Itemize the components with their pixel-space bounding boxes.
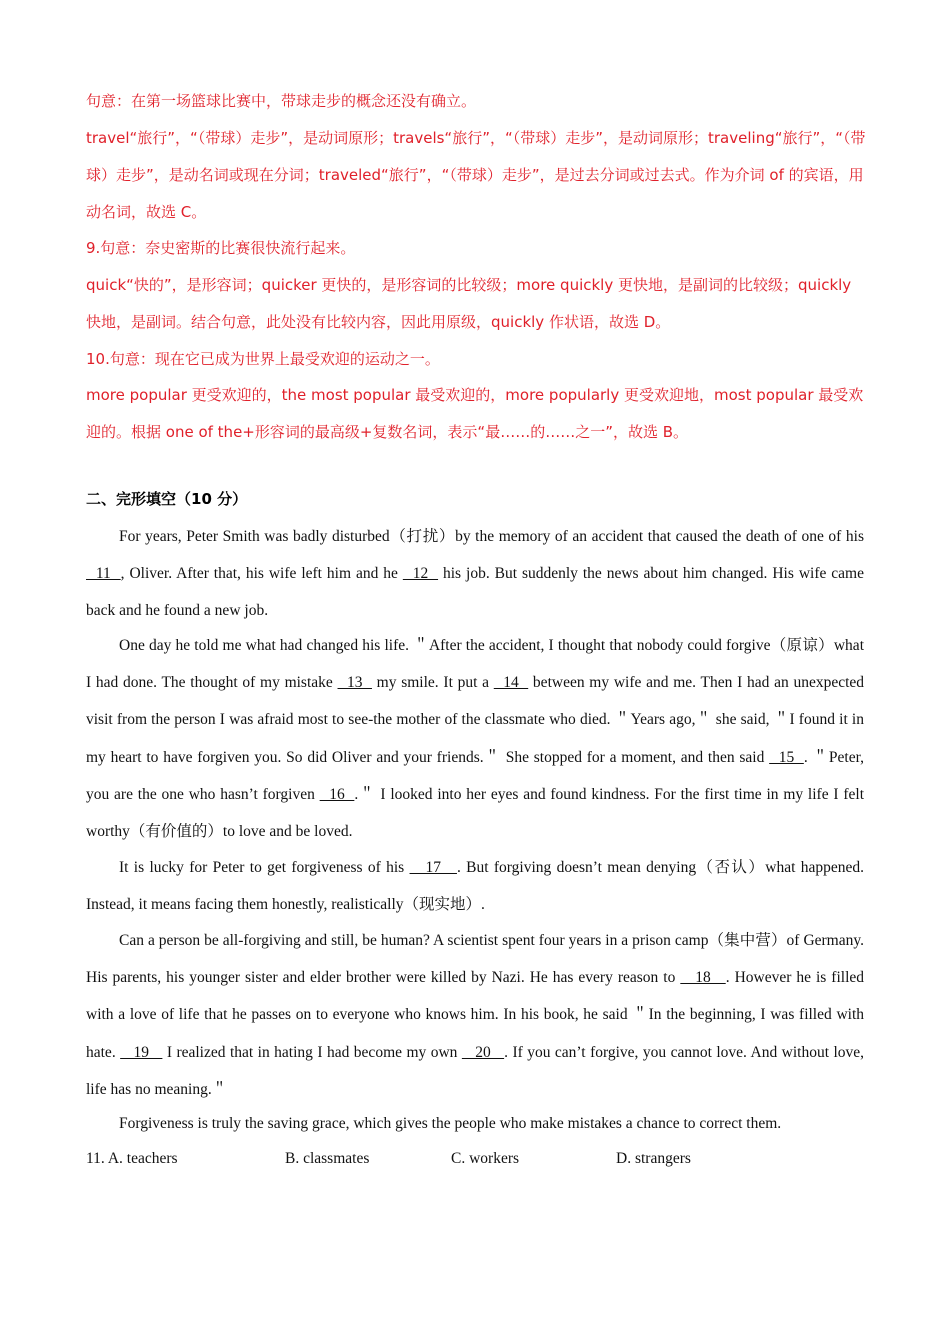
text: For years, Peter Smith was badly disturbed（打扰）by the memory of an accident that caused the death of one of his (119, 528, 864, 545)
blank-19: 19 (120, 1043, 163, 1061)
passage-paragraph-2 (86, 627, 864, 850)
text: . ＂Peter, you are the one who hasn’t forgiven (86, 748, 864, 803)
text: . However he is filled with a love of life that he passes on to everyone who knows him. In his book, he said ＂In the beginning, I was filled with hate. (86, 969, 865, 1061)
text: One day he told me what had changed his life. ＂After the accident, I thought that nobody could forgive（原谅）what I had done. The thought of my mistake (86, 637, 864, 692)
explanation-q10-meaning: 10.句意：现在它已成为世界上最受欢迎的运动之一。 (86, 350, 440, 368)
text: Can a person be all-forgiving and still, be human? A scientist spent four years in a prison camp（集中营）of Germany. His parents, his younger sister and elder brother were killed by Nazi. He has every reason to (86, 932, 864, 987)
blank-15: 15 (769, 748, 804, 766)
explanation-q9-meaning: 9.句意：奈史密斯的比赛很快流行起来。 (86, 239, 356, 257)
blank-16: 16 (319, 785, 355, 803)
passage-paragraph-1 (86, 518, 864, 630)
blank-18: 18 (680, 969, 726, 987)
passage-paragraph-5: Forgiveness is truly the saving grace, which gives the people who make mistakes a chance to correct them. (119, 1115, 782, 1132)
option-c: C. workers (451, 1150, 520, 1167)
text: , Oliver. After that, his wife left him and he (120, 565, 403, 583)
text: his job. But suddenly the news about him changed. His wife came back and he found a new job. (86, 565, 864, 620)
blank-12: 12 (402, 565, 439, 583)
text: . If you can’t forgive, you cannot love. And without love, life has no meaning.＂ (86, 1043, 865, 1098)
blank-20: 20 (461, 1043, 505, 1061)
blank-13: 13 (337, 674, 372, 692)
explanation-line: 句意：在第一场篮球比赛中，带球走步的概念还没有确立。 (86, 92, 477, 110)
section-title: 二、完形填空（10 分） (86, 490, 248, 508)
text: between my wife and me. Then I had an unexpected visit from the person I was afraid most to see-the mother of the classmate who died. ＂Years ago,＂ she said, ＂I found it in my heart to have forgiven you. So did Oliver and your friends.＂ She stopped for a moment, and then said (86, 674, 865, 766)
text: my smile. It put a (371, 674, 494, 692)
blank-17: 17 (409, 859, 457, 876)
option-a: 11. A. teachers (86, 1150, 178, 1167)
passage-paragraph-4 (86, 922, 864, 1108)
text: It is lucky for Peter to get forgiveness of his (119, 859, 410, 876)
option-d: D. strangers (616, 1150, 691, 1167)
blank-14: 14 (493, 674, 529, 692)
passage-paragraph-3 (86, 849, 864, 923)
explanation-quick: quick“快的”，是形容词；quicker 更快的，是形容词的比较级；more quickly 更快地，是副词的比较级；quickly 快地，是副词。结合句意，此处没有比较内容，因此用原级，quickly 作状语，故选 D。 (86, 276, 852, 331)
option-b: B. classmates (285, 1150, 370, 1167)
explanation-travel: travel“旅行”，“（带球）走步”，是动词原形；travels“旅行”，“（带球）走步”，是动词原形；traveling“旅行”，“（带球）走步”，是动名词或现在分词；traveled“旅行”，“（带球）走步”，是过去分词或过去式。作为介词 of 的宾语，用动名词，故选 C。 (86, 129, 866, 221)
explanation-popular: more popular 更受欢迎的，the most popular 最受欢迎的，more popularly 更受欢迎地，most popular 最受欢迎的。根据 one of the+形容词的最高级+复数名词，表示“最……的……之一”，故选 B。 (86, 386, 864, 441)
text: I realized that in hating I had become my own (162, 1043, 462, 1061)
blank-11: 11 (86, 565, 121, 583)
text: .＂ I looked into her eyes and found kindness. For the first time in my life I felt worthy（有价值的）to love and be loved. (86, 785, 865, 841)
text: . But forgiving doesn’t mean denying（否认）what happened. Instead, it means facing them honestly, realistically（现实地）. (86, 859, 865, 914)
